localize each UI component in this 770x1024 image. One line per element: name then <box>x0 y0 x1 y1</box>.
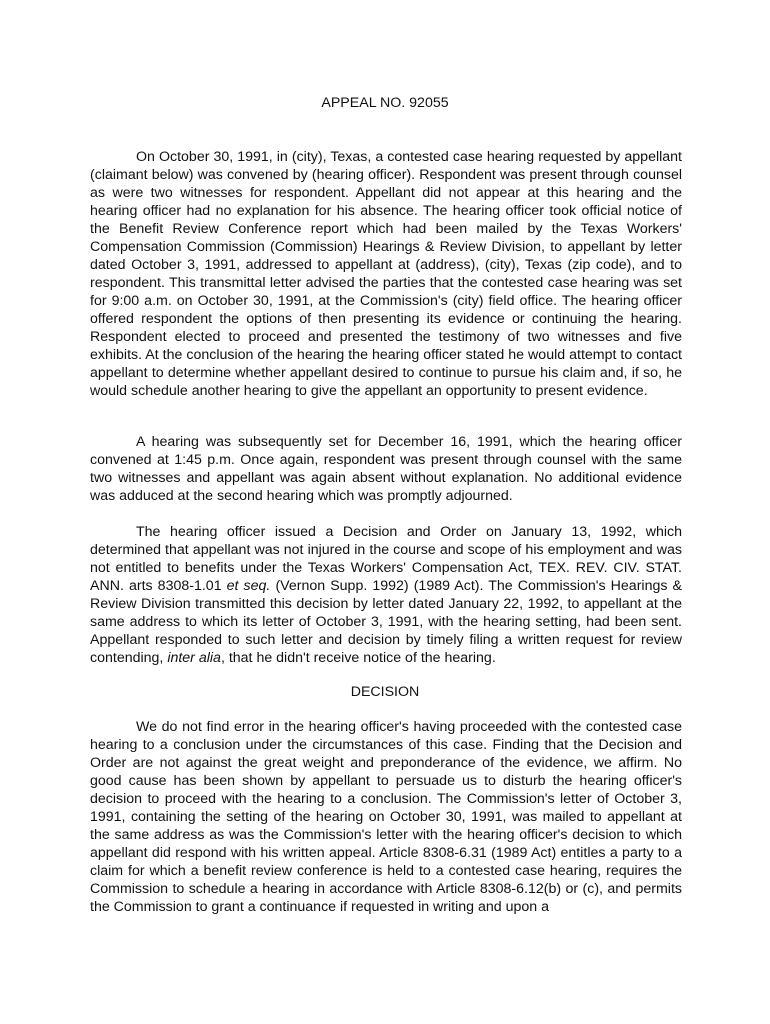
paragraph-text <box>90 523 682 667</box>
paragraph-text: A hearing was subsequently set for December 16, 1991, which the hearing officer convened at 1:45 p.m. Once again, respondent was present through counsel with the same two witnesses and appellant was again absent without explanation. No additional evidence was adduced at the second hearing which was promptly adjourned. <box>90 434 682 504</box>
paragraph-text: We do not find error in the hearing officer's having proceeded with the contested case hearing to a conclusion under the circumstances of this case. Finding that the Decision and Order are not against the great weight and preponderance of the evidence, we affirm. No good cause has been shown by appellant to persuade us to disturb the hearing officer's decision to proceed with the hearing to a conclusion. The Commission's letter of October 3, 1991, containing the setting of the hearing on October 30, 1991, was mailed to appellant at the same address as was the Commission's letter with the hearing officer's decision to which appellant did respond with his written appeal. Article 8308-6.31 (1989 Act) entitles a party to a claim for which a benefit review conference is held to a contested case hearing, requires the Commission to schedule a hearing in accordance with Article 8308-6.12(b) or (c), and permits the Commission to grant a continuance if requested in writing and upon a <box>90 719 682 915</box>
paragraph-segment: , that he didn't receive notice of the hearing. <box>220 650 496 666</box>
paragraph-text: On October 30, 1991, in (city), Texas, a contested case hearing requested by appellant (claimant below) was convened by (hearing officer). Respondent was present through counsel as were two witnesses for respondent. Appellant did not appear at this hearing and the hearing officer had no explanation for his absence. The hearing officer took official notice of the Benefit Review Conference report which had been mailed by the Texas Workers' Compensation Commission (Commission) Hearings & Review Division, to appellant by letter dated October 3, 1991, addressed to appellant at (address), (city), Texas (zip code), and to respondent. This transmittal letter advised the parties that the contested case hearing was set for 9:00 a.m. on October 30, 1991, at the Commission's (city) field office. The hearing officer offered respondent the options of then presenting its evidence or continuing the hearing. Respondent elected to proceed and presented the testimony of two witnesses and five exhibits. At the conclusion of the hearing the hearing officer stated he would attempt to contact appellant to determine whether appellant desired to continue to pursue his claim and, if so, he would schedule another hearing to give the appellant an opportunity to present evidence. <box>90 149 682 399</box>
paragraph-segment: The hearing officer issued a Decision and Order on January 13, 1992, which determined that appellant was not injured in the course and scope of his employment and was not entitled to benefits under the Texas Workers' Compensation Act, TEX. REV. CIV. STAT. ANN. arts 8308-1.01 <box>90 524 682 594</box>
section-heading-decision: DECISION <box>350 684 420 700</box>
italic-phrase: inter alia <box>167 650 221 666</box>
document-title: APPEAL NO. 92055 <box>321 95 449 111</box>
paragraph-procedural-history <box>90 148 682 400</box>
paragraph-decision-reasoning <box>90 718 682 916</box>
paragraph-decision-and-order <box>90 523 682 667</box>
italic-phrase: et seq. <box>226 578 271 594</box>
paragraph-segment: (Vernon Supp. 1992) (1989 Act). The Commission's Hearings & Review Division transmitted this decision by letter dated January 22, 1992, to appellant at the same address to which its letter of October 3, 1991, with the hearing setting, had been sent. Appellant responded to such letter and decision by timely filing a written request for review contending, <box>90 578 682 666</box>
paragraph-second-hearing <box>90 433 682 505</box>
